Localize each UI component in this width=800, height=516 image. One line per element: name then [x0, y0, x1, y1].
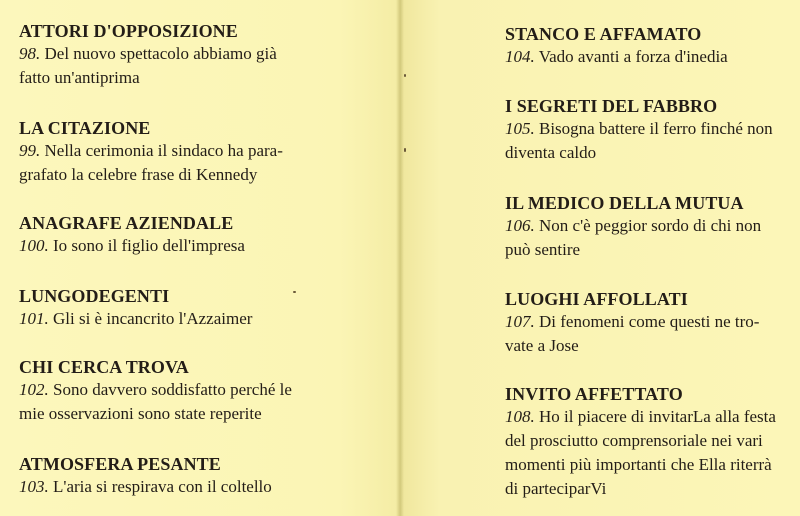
entry-title: ATTORI D'OPPOSIZIONE — [19, 21, 238, 41]
entry-number: 99. — [19, 141, 41, 160]
entry-text-line: mie osservazioni sono state reperite — [19, 404, 262, 423]
entry-number: 100. — [19, 236, 49, 255]
entry-number: 108. — [505, 407, 535, 426]
entry-text-line: fatto un'antiprima — [19, 68, 140, 87]
entry — [19, 356, 379, 426]
paper-speck — [404, 148, 406, 152]
entry-number: 102. — [19, 380, 49, 399]
entry — [505, 288, 790, 358]
entry-text — [19, 378, 379, 402]
entry-text — [19, 139, 379, 163]
entry-text — [505, 405, 790, 429]
entry-title: CHI CERCA TROVA — [19, 357, 189, 377]
entry-text-line: Io sono il figlio dell'impresa — [48, 236, 245, 255]
entry-title: LA CITAZIONE — [19, 118, 151, 138]
entry-title: IL MEDICO DELLA MUTUA — [505, 193, 744, 213]
entry-title: LUOGHI AFFOLLATI — [505, 289, 688, 309]
entry-title: INVITO AFFETTATO — [505, 384, 683, 404]
entry-text-line: Sono davvero soddisfatto perché le — [48, 380, 292, 399]
entry-title: I SEGRETI DEL FABBRO — [505, 96, 718, 116]
entry — [19, 20, 379, 90]
entry — [19, 453, 379, 499]
entry-text-line: momenti più importanti che Ella riterrà — [505, 455, 772, 474]
entry-text — [19, 307, 379, 331]
entry — [505, 383, 790, 501]
entry-text-line: Nella cerimonia il sindaco ha para- — [40, 141, 283, 160]
entry — [505, 23, 790, 69]
entry — [19, 117, 379, 187]
entry-text-line: Di fenomeni come questi ne tro- — [534, 312, 760, 331]
entry-number: 104. — [505, 47, 535, 66]
entry-number: 106. — [505, 216, 535, 235]
entry-text — [505, 310, 790, 334]
entry-text-line: può sentire — [505, 240, 581, 259]
entry-title: STANCO E AFFAMATO — [505, 24, 702, 44]
entry-number: 98. — [19, 44, 41, 63]
entry-text-line: vate a Jose — [505, 336, 579, 355]
entry-text — [505, 117, 790, 141]
entry-number: 103. — [19, 477, 49, 496]
entry-text-line: Ho il piacere di invitarLa alla festa — [534, 407, 776, 426]
entry-text-line: diventa caldo — [505, 143, 597, 162]
entry-text-line: del prosciutto comprensoriale nei vari — [505, 431, 763, 450]
entry-text — [19, 475, 379, 499]
entry-title: ANAGRAFE AZIENDALE — [19, 213, 234, 233]
book-gutter — [396, 0, 404, 516]
entry-text-line: di parteciparVi — [505, 479, 607, 498]
entry-number: 107. — [505, 312, 535, 331]
entry-text — [505, 45, 790, 69]
entry-text-line: Bisogna battere il ferro finché non — [534, 119, 773, 138]
entry-text-line: L'aria si respirava con il coltello — [48, 477, 272, 496]
entry-text — [19, 234, 379, 258]
entry-text-line: Non c'è peggior sordo di chi non — [534, 216, 762, 235]
paper-speck — [404, 74, 406, 77]
entry-text — [19, 42, 379, 66]
entry-title: LUNGODEGENTI — [19, 286, 170, 306]
entry — [505, 192, 790, 262]
entry-text-line: Vado avanti a forza d'inedia — [534, 47, 728, 66]
entry-title: ATMOSFERA PESANTE — [19, 454, 221, 474]
entry-text — [505, 214, 790, 238]
entry-number: 101. — [19, 309, 49, 328]
entry-number: 105. — [505, 119, 535, 138]
entry — [19, 285, 379, 331]
entry-text-line: grafato la celebre frase di Kennedy — [19, 165, 258, 184]
entry-text-line: Gli si è incancrito l'Azzaimer — [48, 309, 253, 328]
entry — [19, 212, 379, 258]
entry-text-line: Del nuovo spettacolo abbiamo già — [40, 44, 277, 63]
entry — [505, 95, 790, 165]
